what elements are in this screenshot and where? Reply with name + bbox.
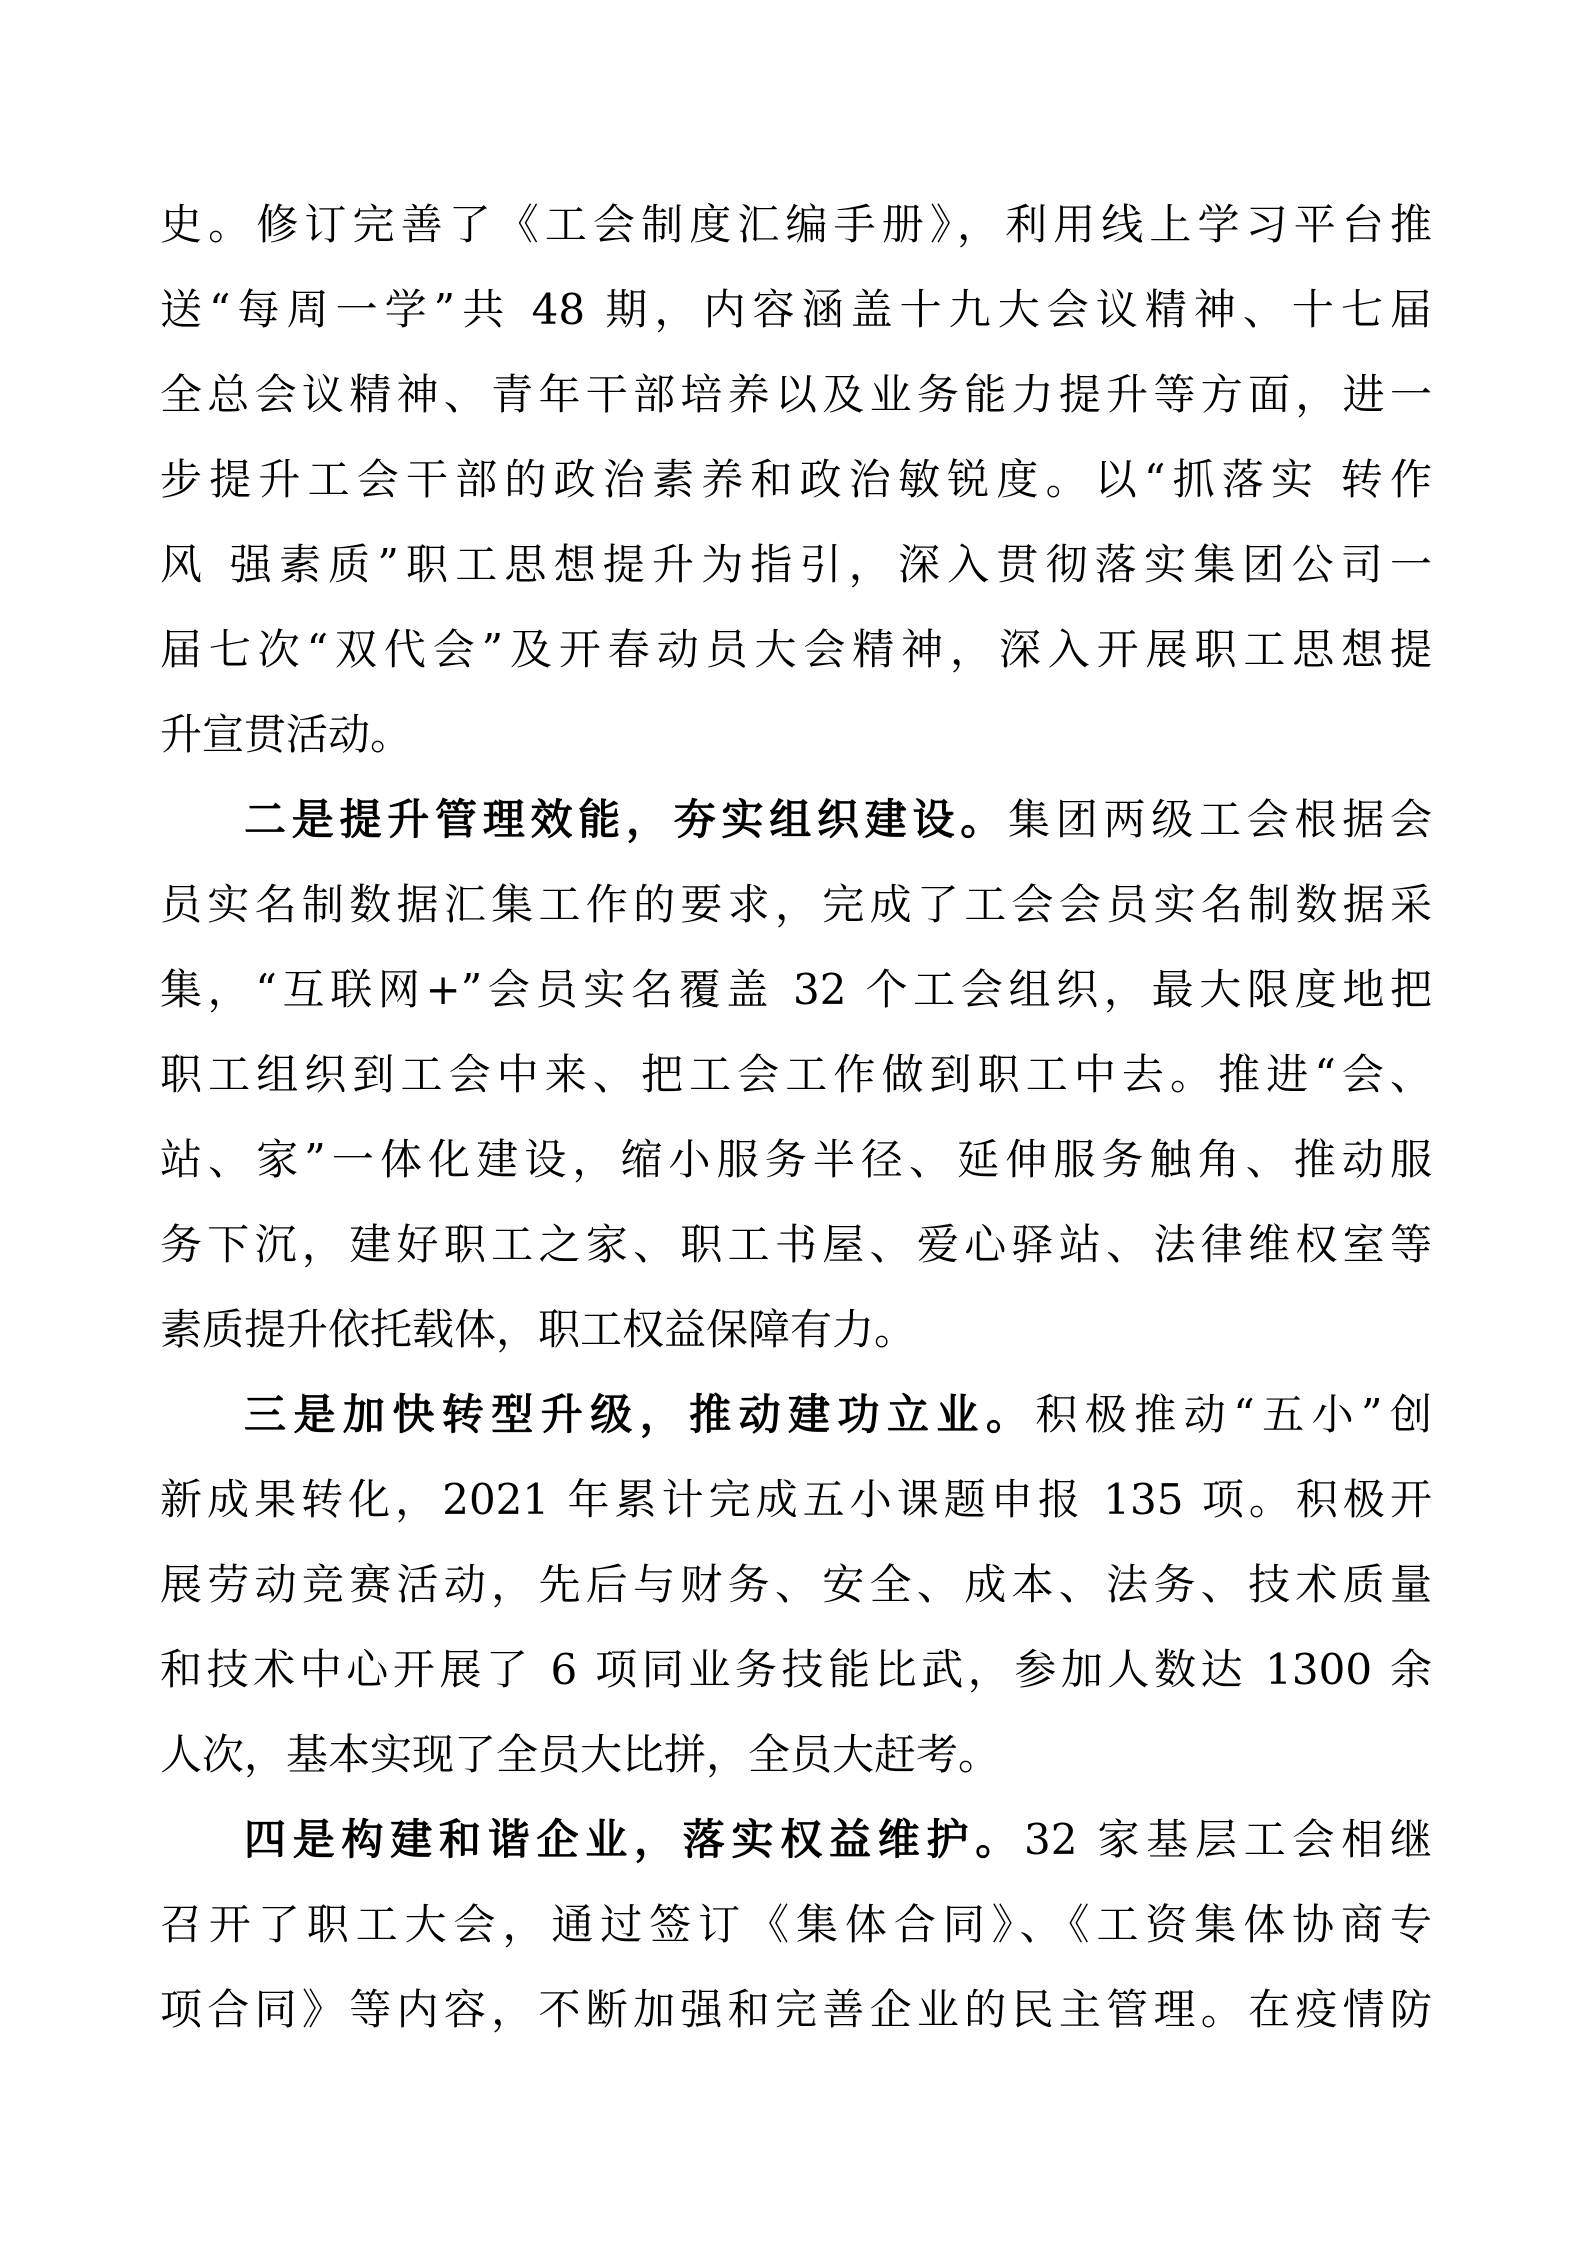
text-line: 素质提升依托载体，职工权益保障有力。 bbox=[160, 1305, 917, 1354]
text-line: 新成果转化，2021 年累计完成五小课题申报 135 项。积极开 bbox=[160, 1475, 1432, 1524]
text-line: 三是加快转型升级，推动建功立业。积极推动“五小”创 bbox=[244, 1390, 1432, 1439]
text-line: 展劳动竞赛活动，先后与财务、安全、成本、法务、技术质量 bbox=[160, 1560, 1432, 1609]
paragraph-lead-bold: 四是构建和谐企业，落实权益维护。 bbox=[244, 1815, 1024, 1864]
text-line: 四是构建和谐企业，落实权益维护。32 家基层工会相继 bbox=[244, 1815, 1432, 1864]
text-line: 届七次“双代会”及开春动员大会精神，深入开展职工思想提 bbox=[160, 625, 1432, 674]
text-line: 务下沉，建好职工之家、职工书屋、爱心驿站、法律维权室等 bbox=[160, 1220, 1432, 1269]
text-line: 职工组织到工会中来、把工会工作做到职工中去。推进“会、 bbox=[160, 1050, 1432, 1099]
text-line: 升宣贯活动。 bbox=[160, 710, 413, 759]
text-line: 站、家”一体化建设，缩小服务半径、延伸服务触角、推动服 bbox=[160, 1135, 1432, 1184]
text-line: 步提升工会干部的政治素养和政治敏锐度。以“抓落实 转作 bbox=[160, 455, 1432, 504]
text-line: 项合同》等内容，不断加强和完善企业的民主管理。在疫情防 bbox=[160, 1985, 1432, 2034]
text-line: 风 强素质”职工思想提升为指引，深入贯彻落实集团公司一 bbox=[160, 540, 1432, 589]
text-line: 员实名制数据汇集工作的要求，完成了工会会员实名制数据采 bbox=[160, 880, 1432, 929]
document-body bbox=[160, 182, 1432, 2052]
text-line: 全总会议精神、青年干部培养以及业务能力提升等方面，进一 bbox=[160, 370, 1432, 419]
text-line: 史。修订完善了《工会制度汇编手册》，利用线上学习平台推 bbox=[160, 200, 1432, 249]
text-line: 集，“互联网+”会员实名覆盖 32 个工会组织，最大限度地把 bbox=[160, 965, 1432, 1014]
text-line: 送“每周一学”共 48 期，内容涵盖十九大会议精神、十七届 bbox=[160, 285, 1432, 334]
text-line: 召开了职工大会，通过签订《集体合同》、《工资集体协商专 bbox=[160, 1900, 1432, 1949]
text-line: 人次，基本实现了全员大比拼，全员大赶考。 bbox=[160, 1730, 1001, 1779]
paragraph-lead-bold: 三是加快转型升级，推动建功立业。 bbox=[244, 1390, 1036, 1439]
text-line: 二是提升管理效能，夯实组织建设。集团两级工会根据会 bbox=[244, 795, 1432, 844]
text-line: 和技术中心开展了 6 项同业务技能比武，参加人数达 1300 余 bbox=[160, 1645, 1432, 1694]
paragraph-lead-bold: 二是提升管理效能，夯实组织建设。 bbox=[244, 795, 1008, 844]
